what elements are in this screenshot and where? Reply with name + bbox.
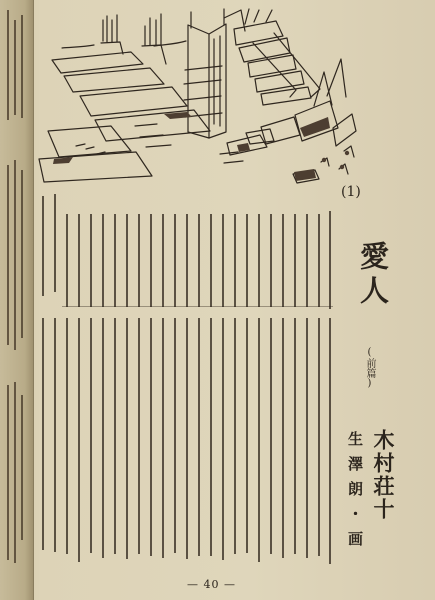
body-text-line — [294, 214, 296, 307]
body-text-line — [186, 214, 188, 307]
story-title: 愛人 — [356, 241, 390, 309]
body-text-line — [282, 214, 284, 307]
body-text-line — [329, 318, 331, 564]
body-text-line — [138, 214, 140, 307]
body-text-line — [270, 318, 272, 554]
body-text-line — [42, 196, 44, 296]
body-text-line — [54, 318, 56, 552]
body-text-line — [198, 318, 200, 556]
body-text-line — [198, 214, 200, 307]
body-text-line — [210, 318, 212, 556]
body-text-line — [174, 214, 176, 307]
body-text-line — [150, 214, 152, 307]
story-subtitle: (前篇) — [364, 347, 375, 389]
body-text-line — [318, 214, 320, 307]
body-text-line — [42, 318, 44, 550]
body-text-line — [66, 214, 68, 307]
body-text-line — [222, 214, 224, 307]
body-text-line — [246, 214, 248, 307]
body-text-line — [90, 214, 92, 307]
body-text-line — [282, 318, 284, 558]
body-text-line — [66, 318, 68, 554]
body-text-line — [294, 318, 296, 554]
body-text-line — [258, 214, 260, 307]
body-text-line — [78, 214, 80, 307]
body-text-line — [329, 211, 331, 309]
body-text-line — [126, 214, 128, 307]
body-text-line — [126, 318, 128, 559]
body-text-line — [306, 318, 308, 558]
author-name: 木村荘十 — [371, 429, 396, 521]
harbor-illustration — [38, 8, 358, 186]
body-text-line — [102, 214, 104, 307]
illustrator-name: 生澤朗・画 — [346, 431, 364, 556]
body-text-line — [114, 318, 116, 554]
body-text-line — [150, 318, 152, 556]
body-text-line — [162, 214, 164, 307]
body-text-line — [114, 214, 116, 307]
body-text-line — [258, 318, 260, 562]
body-text-line — [234, 318, 236, 554]
body-text-line — [138, 318, 140, 554]
body-text-line — [174, 318, 176, 553]
body-text-line — [270, 214, 272, 307]
body-text-line — [306, 214, 308, 307]
body-text-line — [186, 318, 188, 559]
body-text-line — [54, 194, 56, 292]
previous-page-edge — [0, 0, 34, 600]
body-text-line — [78, 318, 80, 562]
body-text-line — [246, 318, 248, 553]
body-text-line — [90, 318, 92, 553]
body-text-line — [234, 214, 236, 307]
body-text-line — [102, 318, 104, 558]
body-text-line — [222, 318, 224, 560]
section-mark: (1) — [341, 184, 361, 200]
body-text-line — [318, 318, 320, 556]
page-number: — 40 — — [187, 578, 236, 591]
body-text-line — [210, 214, 212, 307]
body-text-line — [162, 318, 164, 558]
